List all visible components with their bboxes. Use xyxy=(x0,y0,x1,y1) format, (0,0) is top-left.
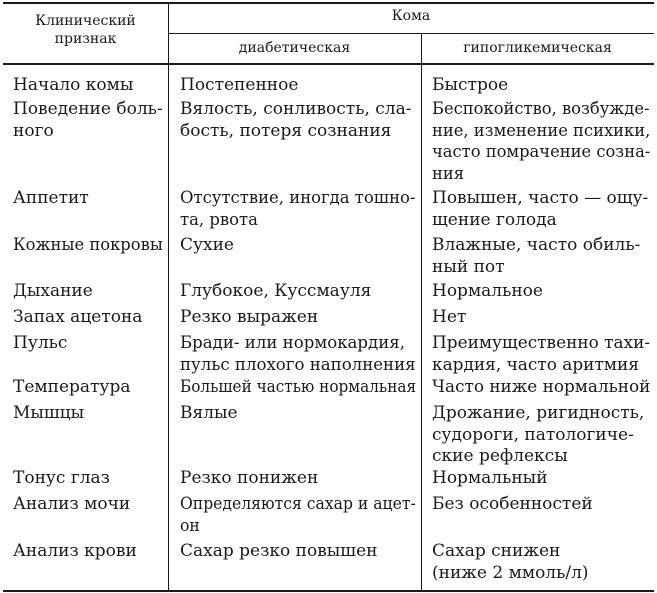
cell-line: Кожные покровы xyxy=(13,235,163,255)
hypoglycemic-cell xyxy=(432,99,650,185)
column-divider-1 xyxy=(168,2,169,591)
feature-cell xyxy=(13,281,93,303)
header-coma-group: Кома xyxy=(391,8,431,24)
diabetic-cell xyxy=(180,403,238,425)
cell-line: Часто ниже нормальной xyxy=(432,377,651,397)
feature-cell xyxy=(13,468,110,490)
cell-line: Беспокойство, возбужде- xyxy=(432,99,650,119)
cell-line: часто помрачение созна- xyxy=(432,142,651,162)
feature-cell xyxy=(13,99,163,142)
cell-line: Повышен, часто — ощу- xyxy=(432,188,649,208)
cell-line: Без особенностей xyxy=(432,494,593,514)
cell-line: Аппетит xyxy=(13,188,89,208)
header-bottom-border xyxy=(3,63,654,65)
diabetic-cell xyxy=(180,377,416,399)
table-bottom-border xyxy=(3,590,654,592)
feature-cell xyxy=(13,541,137,563)
cell-line: Анализ крови xyxy=(13,541,137,561)
cell-line: (ниже 2 ммоль/л) xyxy=(432,562,589,583)
hypoglycemic-cell xyxy=(432,541,589,584)
diabetic-cell xyxy=(180,307,318,329)
hypoglycemic-cell xyxy=(432,403,644,468)
cell-line: Тонус глаз xyxy=(13,468,110,488)
diabetic-cell xyxy=(180,188,415,231)
feature-cell xyxy=(13,188,89,210)
cell-line: Преимущественно тахи- xyxy=(432,333,651,353)
cell-line: Сахар резко повышен xyxy=(180,541,378,561)
hypoglycemic-cell xyxy=(432,494,593,516)
column-divider-2 xyxy=(421,33,422,591)
hypoglycemic-cell xyxy=(432,281,543,303)
cell-line: ские рефлексы xyxy=(432,446,568,466)
header-hypoglycemic: гипогликемическая xyxy=(463,40,612,56)
cell-line: Нормальное xyxy=(432,281,543,301)
hypoglycemic-cell xyxy=(432,377,650,399)
hypoglycemic-cell xyxy=(432,235,640,278)
cell-line: Определяются сахар и ацет- xyxy=(180,494,416,514)
cell-line: Анализ мочи xyxy=(13,494,131,514)
cell-line: Вялость, сонливость, сла- xyxy=(180,99,412,119)
cell-line: Запах ацетона xyxy=(13,307,143,327)
cell-line: пульс плохого наполнения xyxy=(180,354,416,375)
diabetic-cell xyxy=(180,541,378,563)
cell-line: ние, изменение психики, xyxy=(432,120,651,141)
cell-line: Пульс xyxy=(13,333,68,353)
diabetic-cell xyxy=(180,333,416,376)
cell-line: Температура xyxy=(13,377,131,397)
cell-line: Быстрое xyxy=(432,75,509,95)
hypoglycemic-cell xyxy=(432,468,548,490)
cell-line: ного xyxy=(13,120,54,141)
feature-cell xyxy=(13,494,130,516)
cell-line: ния xyxy=(432,163,465,184)
diabetic-cell xyxy=(180,235,234,257)
cell-line: Дыхание xyxy=(13,281,93,301)
cell-line: та, рвота xyxy=(180,209,258,230)
cell-line: Резко понижен xyxy=(180,468,319,488)
cell-line: Начало комы xyxy=(13,75,134,95)
hypoglycemic-cell xyxy=(432,333,650,376)
cell-line: Сахар снижен xyxy=(432,541,561,561)
cell-line: кардия, часто аритмия xyxy=(432,354,639,375)
cell-line: Дрожание, ригидность, xyxy=(432,403,645,423)
header-feature-line: признак xyxy=(54,31,117,47)
cell-line: Влажные, часто обиль- xyxy=(432,235,641,255)
feature-cell xyxy=(13,333,67,355)
cell-line: ный пот xyxy=(432,256,505,277)
hypoglycemic-cell xyxy=(432,307,466,329)
cell-line: Постепенное xyxy=(180,75,299,95)
diabetic-cell xyxy=(180,281,371,303)
cell-line: Отсутствие, иногда тошно- xyxy=(180,188,416,208)
header-diabetic: диабетическая xyxy=(238,40,351,56)
cell-line: Вялые xyxy=(180,403,238,423)
cell-line: Большей частью нормальная xyxy=(180,377,417,397)
feature-cell xyxy=(13,377,130,399)
cell-line: он xyxy=(180,515,200,536)
feature-cell xyxy=(13,75,133,97)
feature-cell xyxy=(13,403,84,425)
diabetic-cell xyxy=(180,75,298,97)
cell-line: Глубокое, Куссмауля xyxy=(180,281,372,301)
hypoglycemic-cell xyxy=(432,75,508,97)
cell-line: Бради- или нормокардия, xyxy=(180,333,406,353)
cell-line: Нет xyxy=(432,307,467,327)
diabetic-cell xyxy=(180,99,411,142)
feature-cell xyxy=(13,307,142,329)
cell-line: Сухие xyxy=(180,235,234,255)
cell-line: Нормальный xyxy=(432,468,548,488)
cell-line: бость, потеря сознания xyxy=(180,120,392,141)
header-feature-line: Клинический xyxy=(35,13,136,29)
cell-line: Мышцы xyxy=(13,403,85,423)
cell-line: судороги, патологиче- xyxy=(432,424,634,445)
cell-line: щение голода xyxy=(432,209,557,230)
table-top-border xyxy=(3,2,654,4)
cell-line: Поведение боль- xyxy=(13,99,163,119)
cell-line: Резко выражен xyxy=(180,307,319,327)
diabetic-cell xyxy=(180,468,318,490)
header-subrule xyxy=(168,33,654,34)
header-feature xyxy=(3,12,168,48)
diabetic-cell xyxy=(180,494,416,537)
feature-cell xyxy=(13,235,163,257)
hypoglycemic-cell xyxy=(432,188,648,231)
